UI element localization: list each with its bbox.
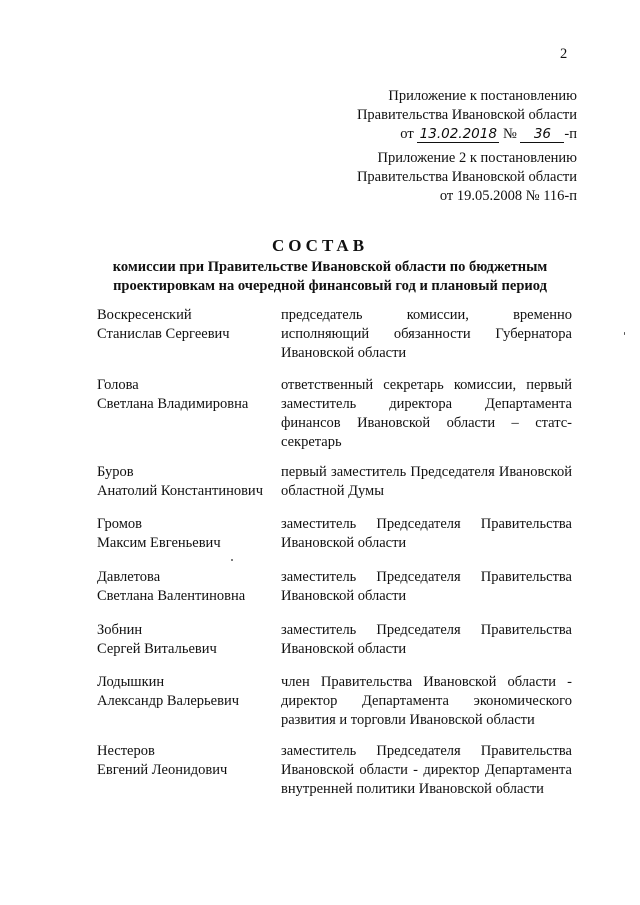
date-prefix: от: [400, 126, 414, 142]
member-given-names: Евгений Леонидович: [97, 762, 228, 778]
member-given-names: Александр Валерьевич: [97, 693, 239, 709]
appendix-line: от 19.05.2008 № 116-п: [439, 188, 577, 204]
subtitle-line: комиссии при Правительстве Ивановской области по бюджетным: [112, 259, 548, 275]
appendix-date-line: [357, 125, 577, 144]
member-role: заместитель Председателя Правительства Ивановской области: [281, 569, 572, 604]
document-subtitle: [80, 258, 580, 296]
member-surname: Громов: [97, 516, 142, 532]
appendix-current-resolution: [357, 87, 577, 144]
member-surname: Воскресенский: [97, 307, 192, 323]
scan-speck: [624, 332, 625, 335]
member-role: ответственный секретарь комиссии, первый заместитель директора Департамента финансов Ивановской области – статс-секретарь: [281, 377, 572, 450]
member-role: заместитель Председателя Правительства Ивановской области: [281, 516, 572, 551]
member-surname: Буров: [97, 464, 134, 480]
member-name: [97, 376, 277, 414]
member-surname: Зобнин: [97, 622, 143, 638]
handwritten-date: 13.02.2018: [417, 127, 499, 143]
member-role: заместитель Председателя Правительства Ивановской области - директор Департамента внутренней политики Ивановской области: [281, 743, 572, 797]
appendix-original-resolution: [357, 149, 577, 206]
member-name: [97, 673, 277, 711]
member-surname: Голова: [97, 377, 139, 393]
member-given-names: Анатолий Константинович: [97, 483, 263, 499]
handwritten-number: 36: [520, 127, 564, 143]
member-name: [97, 621, 277, 659]
member-surname: Лодышкин: [97, 674, 165, 690]
document-title: СОСТАВ: [271, 236, 369, 255]
member-name: [97, 568, 277, 606]
member-given-names: Светлана Владимировна: [97, 396, 249, 412]
appendix-line: Приложение к постановлению: [388, 88, 577, 104]
subtitle-line: проектировкам на очередной финансовый год и плановый период: [113, 278, 547, 294]
member-surname: Давлетова: [97, 569, 161, 585]
member-name: [97, 463, 277, 501]
member-given-names: Светлана Валентиновна: [97, 588, 246, 604]
appendix-line: Приложение 2 к постановлению: [377, 150, 577, 166]
member-given-names: Станислав Сергеевич: [97, 326, 230, 342]
member-name: [97, 306, 277, 344]
appendix-line: Правительства Ивановской области: [356, 107, 577, 123]
scan-speck: [231, 559, 233, 561]
page-number: 2: [560, 46, 568, 62]
member-name: [97, 742, 277, 780]
member-role: заместитель Председателя Правительства Ивановской области: [281, 622, 572, 657]
number-suffix: -п: [564, 126, 577, 142]
number-prefix: №: [502, 126, 517, 142]
member-role: председатель комиссии, временно исполняющий обязанности Губернатора Ивановской области: [281, 307, 572, 361]
member-surname: Нестеров: [97, 743, 155, 759]
member-given-names: Максим Евгеньевич: [97, 535, 221, 551]
appendix-line: Правительства Ивановской области: [356, 169, 577, 185]
member-name: [97, 515, 277, 553]
member-role: первый заместитель Председателя Ивановской областной Думы: [281, 464, 572, 499]
member-given-names: Сергей Витальевич: [97, 641, 217, 657]
member-role: член Правительства Ивановской области - директор Департамента экономического развития и торговли Ивановской области: [281, 674, 572, 728]
